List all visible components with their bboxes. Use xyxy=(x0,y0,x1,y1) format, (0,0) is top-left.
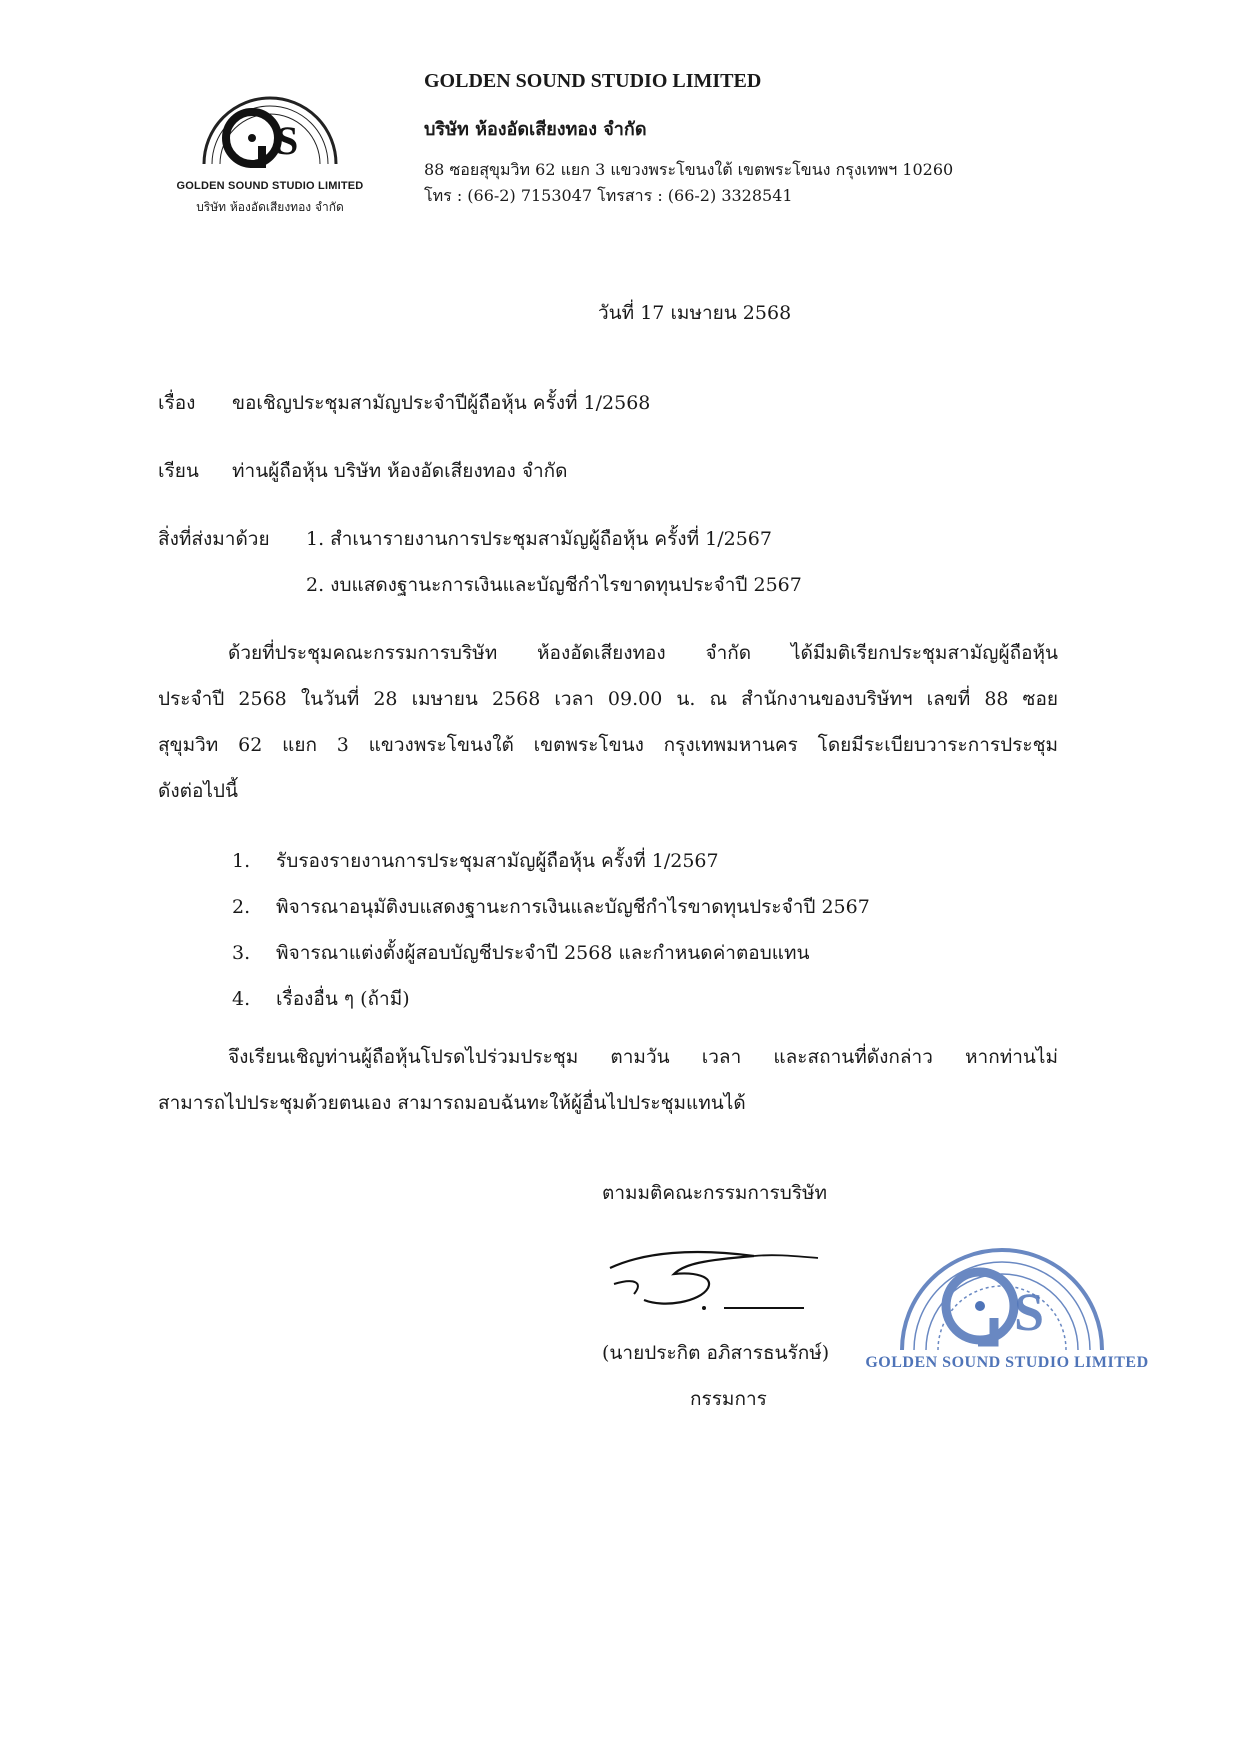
agenda-number: 4. xyxy=(232,988,251,1010)
intro-paragraph xyxy=(158,630,1058,814)
company-address: 88 ซอยสุขุมวิท 62 แยก 3 แขวงพระโขนงใต้ เขตพระโขนง กรุงเทพฯ 10260 xyxy=(424,160,954,179)
agenda-item xyxy=(232,976,870,1022)
agenda-item xyxy=(232,838,870,884)
recipient-label: เรียน xyxy=(158,460,199,482)
recipient-text: ท่านผู้ถือหุ้น บริษัท ห้องอัดเสียงทอง จำกัด xyxy=(232,460,568,482)
paragraph-line: สามารถไปประชุมด้วยตนเอง สามารถมอบฉันทะให้ผู้อื่นไปประชุมแทนได้ xyxy=(158,1092,746,1114)
logo-caption-th: บริษัท ห้องอัดเสียงทอง จำกัด xyxy=(196,200,344,214)
logo-caption-en: GOLDEN SOUND STUDIO LIMITED xyxy=(176,180,364,192)
signature xyxy=(604,1238,824,1328)
subject-text: ขอเชิญประชุมสามัญประจำปีผู้ถือหุ้น ครั้งที่ 1/2568 xyxy=(232,392,651,414)
company-phone: โทร : (66-2) 7153047 โทรสาร : (66-2) 3328541 xyxy=(424,186,793,205)
agenda-text: พิจารณาอนุมัติงบแสดงฐานะการเงินและบัญชีกำไรขาดทุนประจำปี 2567 xyxy=(276,896,870,918)
paragraph-line: ประจำปี 2568 ในวันที่ 28 เมษายน 2568 เวลา 09.00 น. ณ สำนักงานของบริษัทฯ เลขที่ 88 ซอย xyxy=(158,688,1058,710)
agenda-item xyxy=(232,930,870,976)
closing-text: ตามมติคณะกรรมการบริษัท xyxy=(602,1182,828,1204)
enclosure-item: 2. งบแสดงฐานะการเงินและบัญชีกำไรขาดทุนประจำปี 2567 xyxy=(306,574,802,596)
paragraph-line: ด้วยที่ประชุมคณะกรรมการบริษัท ห้องอัดเสียงทอง จำกัด ได้มีมติเรียกประชุมสามัญผู้ถือหุ้น xyxy=(228,642,1058,664)
stamp-text: GOLDEN SOUND STUDIO LIMITED xyxy=(865,1354,1149,1371)
gs-logo-icon xyxy=(190,68,350,178)
company-logo xyxy=(160,68,380,218)
agenda-number: 1. xyxy=(232,850,251,872)
agenda-list xyxy=(232,838,870,1022)
agenda-item xyxy=(232,884,870,930)
agenda-number: 2. xyxy=(232,896,251,918)
agenda-text: พิจารณาแต่งตั้งผู้สอบบัญชีประจำปี 2568 และกำหนดค่าตอบแทน xyxy=(276,942,810,964)
company-name-th: บริษัท ห้องอัดเสียงทอง จำกัด xyxy=(424,119,647,140)
gs-stamp-icon xyxy=(862,1188,1152,1358)
invitation-paragraph xyxy=(158,1034,1058,1126)
agenda-number: 3. xyxy=(232,942,251,964)
subject-label: เรื่อง xyxy=(158,392,196,414)
enclosures-label: สิ่งที่ส่งมาด้วย xyxy=(158,528,270,550)
company-stamp xyxy=(862,1188,1152,1388)
paragraph-line: ดังต่อไปนี้ xyxy=(158,780,238,802)
letter-date: วันที่ 17 เมษายน 2568 xyxy=(598,302,792,324)
signer-position: กรรมการ xyxy=(690,1388,767,1410)
agenda-text: รับรองรายงานการประชุมสามัญผู้ถือหุ้น ครั้งที่ 1/2567 xyxy=(276,850,719,872)
svg-text:S: S xyxy=(1014,1282,1045,1342)
paragraph-line: จึงเรียนเชิญท่านผู้ถือหุ้นโปรดไปร่วมประชุม ตามวัน เวลา และสถานที่ดังกล่าว หากท่านไม่ xyxy=(228,1046,1058,1068)
agenda-text: เรื่องอื่น ๆ (ถ้ามี) xyxy=(276,988,410,1010)
enclosure-item: 1. สำเนารายงานการประชุมสามัญผู้ถือหุ้น ครั้งที่ 1/2567 xyxy=(306,528,772,550)
svg-text:S: S xyxy=(276,118,299,163)
company-name-en: GOLDEN SOUND STUDIO LIMITED xyxy=(424,70,762,92)
paragraph-line: สุขุมวิท 62 แยก 3 แขวงพระโขนงใต้ เขตพระโขนง กรุงเทพมหานคร โดยมีระเบียบวาระการประชุม xyxy=(158,734,1058,756)
signer-name: (นายประกิต อภิสารธนรักษ์) xyxy=(602,1342,830,1364)
